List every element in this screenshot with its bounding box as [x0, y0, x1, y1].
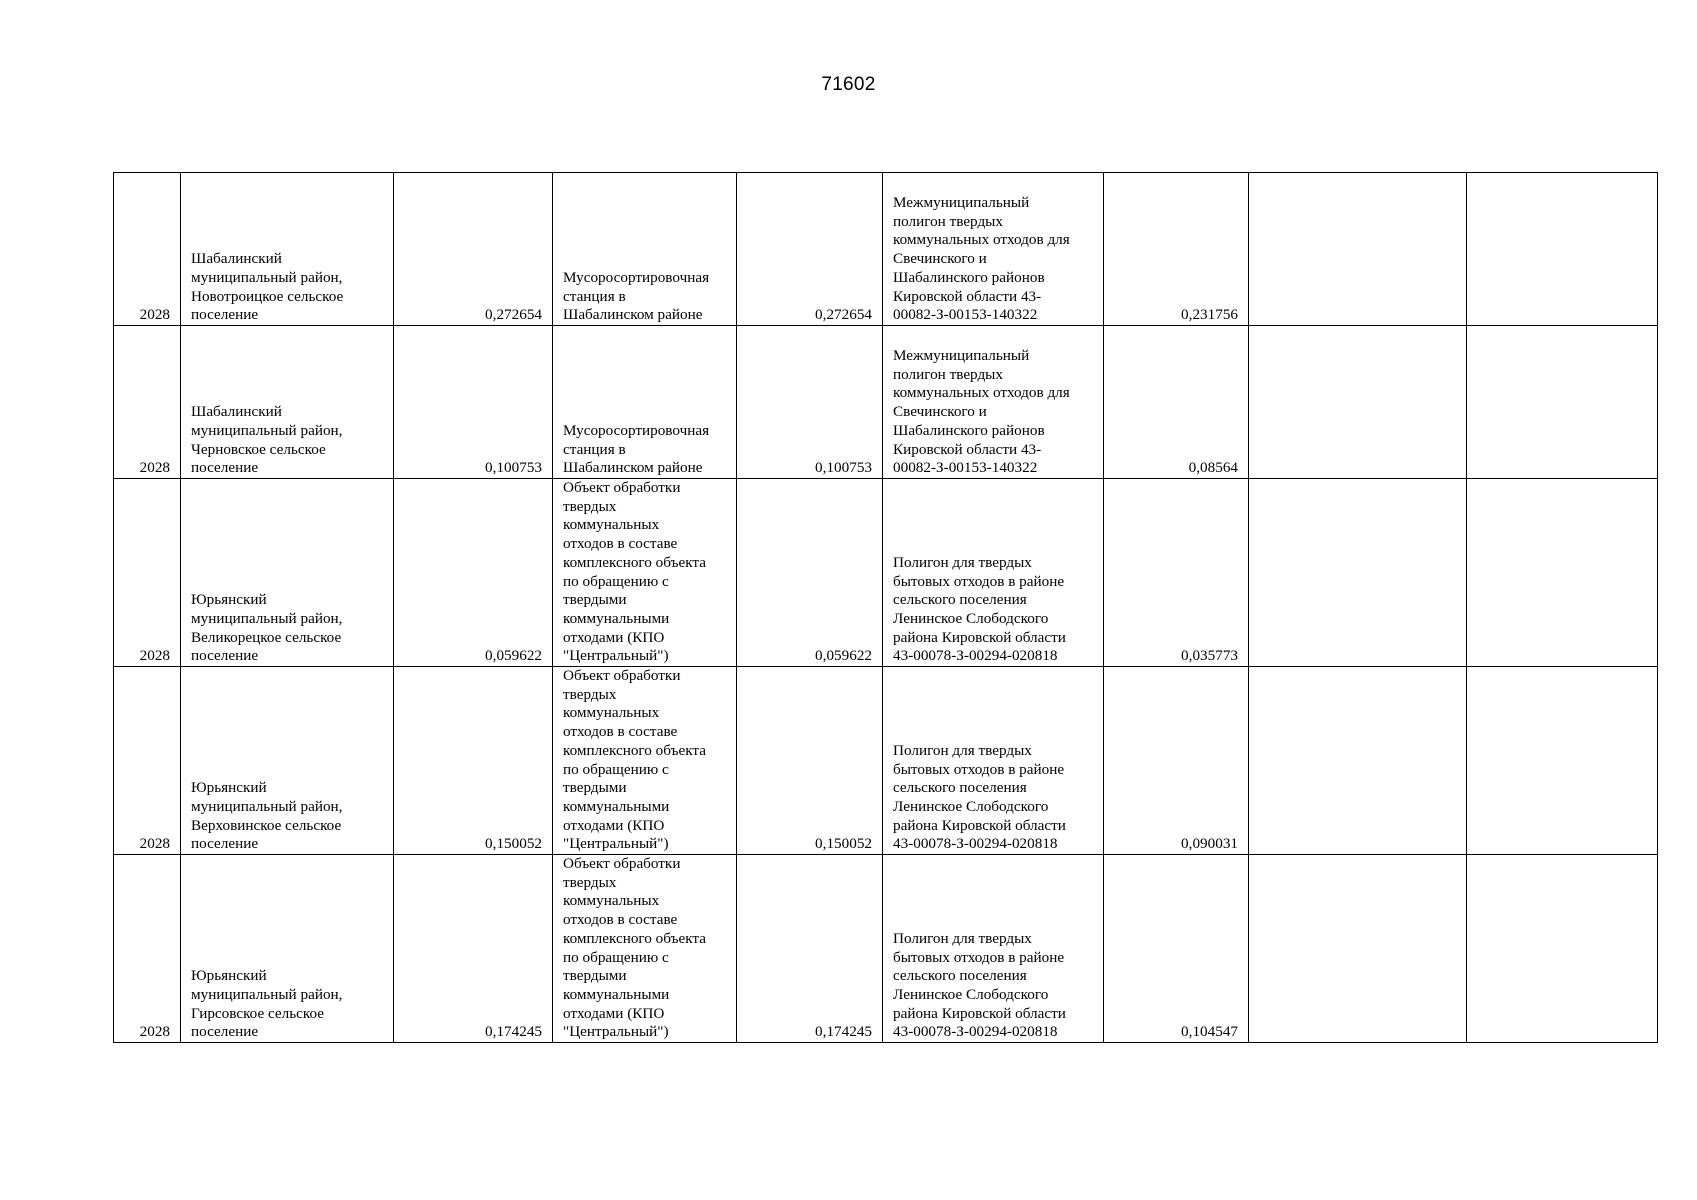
volume-generated-cell: 0,272654: [394, 173, 553, 326]
empty-cell: [1467, 173, 1658, 326]
empty-cell: [1249, 667, 1467, 855]
volume-landfilled-cell: 0,090031: [1104, 667, 1249, 855]
year-cell: 2028: [114, 326, 181, 479]
processing-facility-cell: Объект обработки твердых коммунальных отходов в составе комплексного объекта по обращению с твердыми коммунальными отходами (КПО "Центральный"): [553, 855, 737, 1043]
volume-generated-cell: 0,100753: [394, 326, 553, 479]
volume-generated-cell: 0,059622: [394, 479, 553, 667]
municipality-cell: Юрьянский муниципальный район, Верховинское сельское поселение: [181, 667, 394, 855]
table-row: [114, 479, 1658, 667]
volume-generated-cell: 0,150052: [394, 667, 553, 855]
table-row: [114, 667, 1658, 855]
table-row: [114, 855, 1658, 1043]
volume-processed-cell: 0,272654: [737, 173, 883, 326]
municipality-cell: Шабалинский муниципальный район, Черновское сельское поселение: [181, 326, 394, 479]
data-table: [113, 172, 1658, 1043]
processing-facility-cell: Объект обработки твердых коммунальных отходов в составе комплексного объекта по обращению с твердыми коммунальными отходами (КПО "Центральный"): [553, 667, 737, 855]
empty-cell: [1467, 479, 1658, 667]
volume-landfilled-cell: 0,035773: [1104, 479, 1249, 667]
volume-processed-cell: 0,174245: [737, 855, 883, 1043]
table-row: [114, 173, 1658, 326]
landfill-cell: Полигон для твердых бытовых отходов в районе сельского поселения Ленинское Слободского района Кировской области 43-00078-З-00294-020818: [883, 855, 1104, 1043]
empty-cell: [1249, 855, 1467, 1043]
year-cell: 2028: [114, 667, 181, 855]
table-row: [114, 326, 1658, 479]
landfill-cell: Межмуниципальный полигон твердых коммунальных отходов для Свечинского и Шабалинского районов Кировской области 43- 00082-З-00153-140322: [883, 173, 1104, 326]
volume-processed-cell: 0,150052: [737, 667, 883, 855]
empty-cell: [1249, 479, 1467, 667]
landfill-cell: Полигон для твердых бытовых отходов в районе сельского поселения Ленинское Слободского района Кировской области 43-00078-З-00294-020818: [883, 479, 1104, 667]
empty-cell: [1249, 173, 1467, 326]
page-number: 71602: [821, 74, 876, 95]
volume-generated-cell: 0,174245: [394, 855, 553, 1043]
municipality-cell: Юрьянский муниципальный район, Гирсовское сельское поселение: [181, 855, 394, 1043]
landfill-cell: Межмуниципальный полигон твердых коммунальных отходов для Свечинского и Шабалинского районов Кировской области 43- 00082-З-00153-140322: [883, 326, 1104, 479]
year-cell: 2028: [114, 173, 181, 326]
municipality-cell: Шабалинский муниципальный район, Новотроицкое сельское поселение: [181, 173, 394, 326]
processing-facility-cell: Мусоросортировочная станция в Шабалинском районе: [553, 326, 737, 479]
empty-cell: [1249, 326, 1467, 479]
landfill-cell: Полигон для твердых бытовых отходов в районе сельского поселения Ленинское Слободского района Кировской области 43-00078-З-00294-020818: [883, 667, 1104, 855]
volume-landfilled-cell: 0,104547: [1104, 855, 1249, 1043]
volume-landfilled-cell: 0,08564: [1104, 326, 1249, 479]
volume-processed-cell: 0,100753: [737, 326, 883, 479]
empty-cell: [1467, 855, 1658, 1043]
empty-cell: [1467, 667, 1658, 855]
volume-processed-cell: 0,059622: [737, 479, 883, 667]
processing-facility-cell: Мусоросортировочная станция в Шабалинском районе: [553, 173, 737, 326]
empty-cell: [1467, 326, 1658, 479]
year-cell: 2028: [114, 855, 181, 1043]
processing-facility-cell: Объект обработки твердых коммунальных отходов в составе комплексного объекта по обращению с твердыми коммунальными отходами (КПО "Центральный"): [553, 479, 737, 667]
municipality-cell: Юрьянский муниципальный район, Великорецкое сельское поселение: [181, 479, 394, 667]
year-cell: 2028: [114, 479, 181, 667]
volume-landfilled-cell: 0,231756: [1104, 173, 1249, 326]
